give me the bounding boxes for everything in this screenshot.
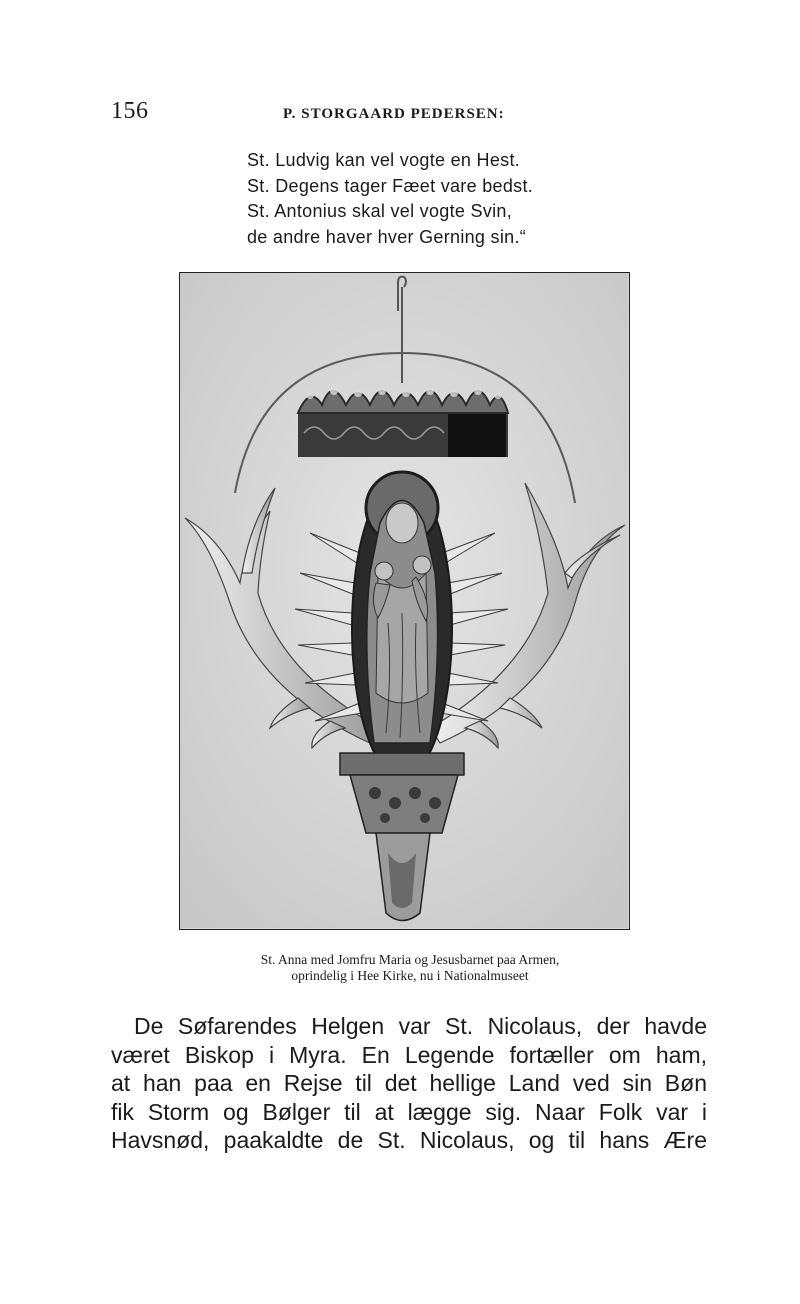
running-header: P. STORGAARD PEDERSEN: bbox=[283, 106, 505, 122]
figure-caption-line-1: St. Anna med Jomfru Maria og Jesusbarnet paa Armen, bbox=[260, 952, 560, 967]
body-line: fik Storm og Bølger til at lægge sig. Naar Folk var i bbox=[111, 1098, 707, 1125]
body-line: at han paa en Rejse til det hellige Land ved sin Bøn bbox=[111, 1070, 707, 1096]
crown-ornament bbox=[298, 387, 508, 457]
body-line: Havsnød, paakaldte de St. Nicolaus, og til hans Ære bbox=[111, 1127, 707, 1153]
body-line: været Biskop i Myra. En Legende fortæller om ham, bbox=[111, 1041, 707, 1068]
verse-block bbox=[247, 148, 533, 250]
figure-caption-line-2: oprindelig i Hee Kirke, nu i Nationalmuseet bbox=[291, 968, 529, 983]
verse-line: de andre haver hver Gerning sin.“ bbox=[247, 226, 527, 247]
page-number: 156 bbox=[111, 98, 149, 124]
saint-figure bbox=[367, 501, 438, 744]
verse-line: St. Degens tager Fæet vare bedst. bbox=[247, 175, 534, 196]
body-paragraph bbox=[111, 1012, 707, 1155]
verse-line: St. Ludvig kan vel vogte en Hest. bbox=[247, 150, 521, 170]
saint-anna-sculpture-illustration bbox=[180, 273, 628, 928]
body-line: De Søfarendes Helgen var St. Nicolaus, der havde bbox=[134, 1013, 707, 1039]
figure-photograph bbox=[179, 272, 630, 930]
verse-line: St. Antonius skal vel vogte Svin, bbox=[247, 201, 513, 221]
